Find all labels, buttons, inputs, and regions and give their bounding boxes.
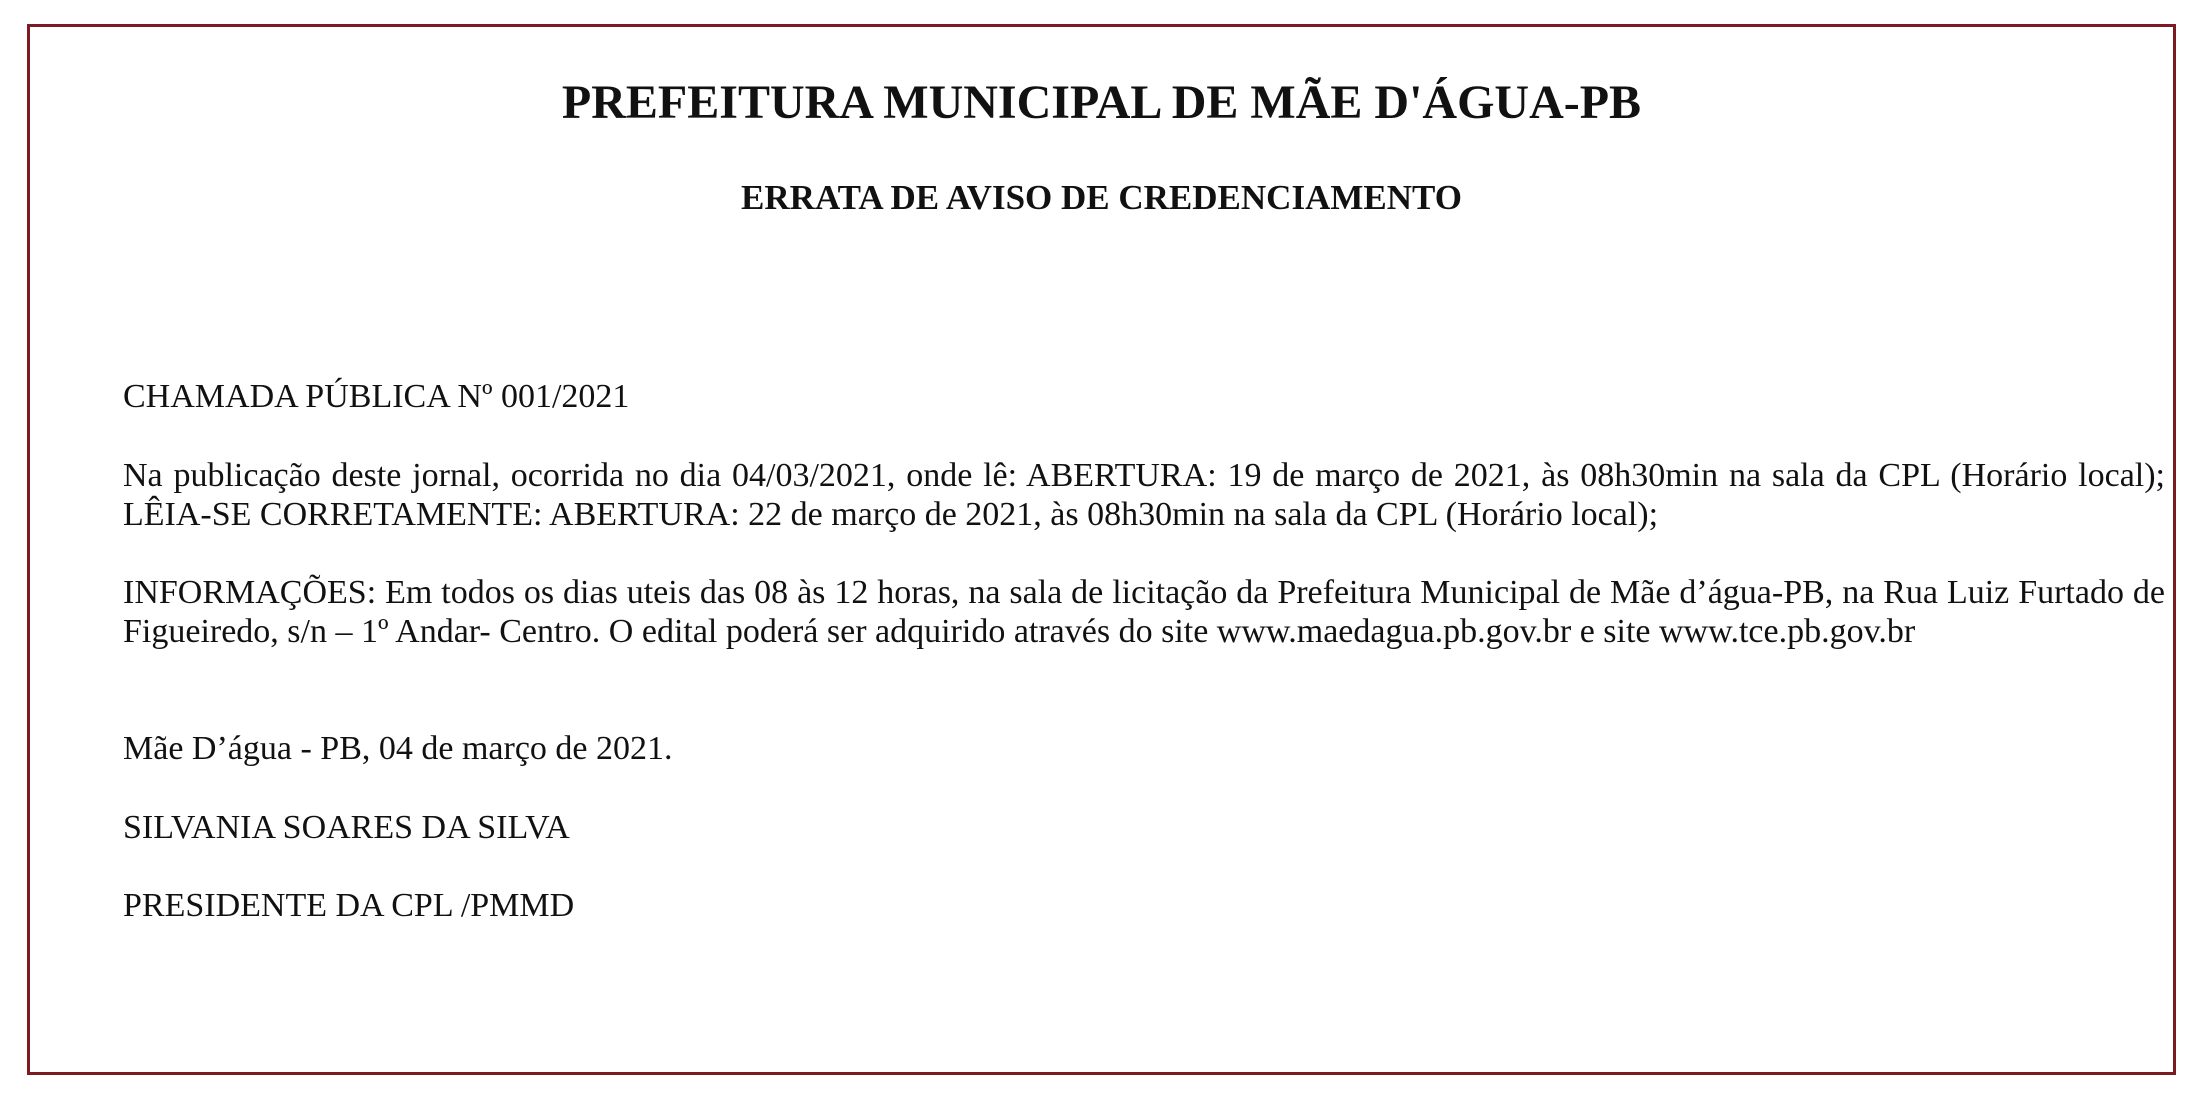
signatario-section (123, 808, 2165, 847)
publicacao-paragraph: Na publicação deste jornal, ocorrida no dia 04/03/2021, onde lê: ABERTURA: 19 de março de 2021, às 08h30min na sala da CPL (Horário local); LÊIA-SE CORRETAMENTE: ABERTURA: 22 de março de 2021, às 08h30min na sala da CPL (Horário local); (123, 457, 2165, 533)
document-title: PREFEITURA MUNICIPAL DE MÃE D'ÁGUA-PB (561, 76, 1642, 129)
chamada-section (123, 377, 2165, 416)
signatario-name: SILVANIA SOARES DA SILVA (123, 809, 570, 846)
local-data-section (123, 729, 2165, 768)
cargo-section (123, 886, 2165, 925)
local-data-paragraph: Mãe D’água - PB, 04 de março de 2021. (123, 730, 673, 767)
signatario-role: PRESIDENTE DA CPL /PMMD (123, 887, 575, 924)
informacoes-paragraph: INFORMAÇÕES: Em todos os dias uteis das 08 às 12 horas, na sala de licitação da Prefeitura Municipal de Mãe d’água-PB, na Rua Luiz Furtado de Figueiredo, s/n – 1º Andar- Centro. O edital poderá ser adquirido através do site www.maedagua.pb.gov.br e site www.tce.pb.gov.br (123, 574, 2165, 650)
publicacao-section (123, 456, 2165, 534)
chamada-paragraph: CHAMADA PÚBLICA Nº 001/2021 (123, 378, 630, 415)
informacoes-section (123, 573, 2165, 651)
document-subtitle: ERRATA DE AVISO DE CREDENCIAMENTO (741, 178, 1462, 217)
document-frame (27, 24, 2176, 1075)
